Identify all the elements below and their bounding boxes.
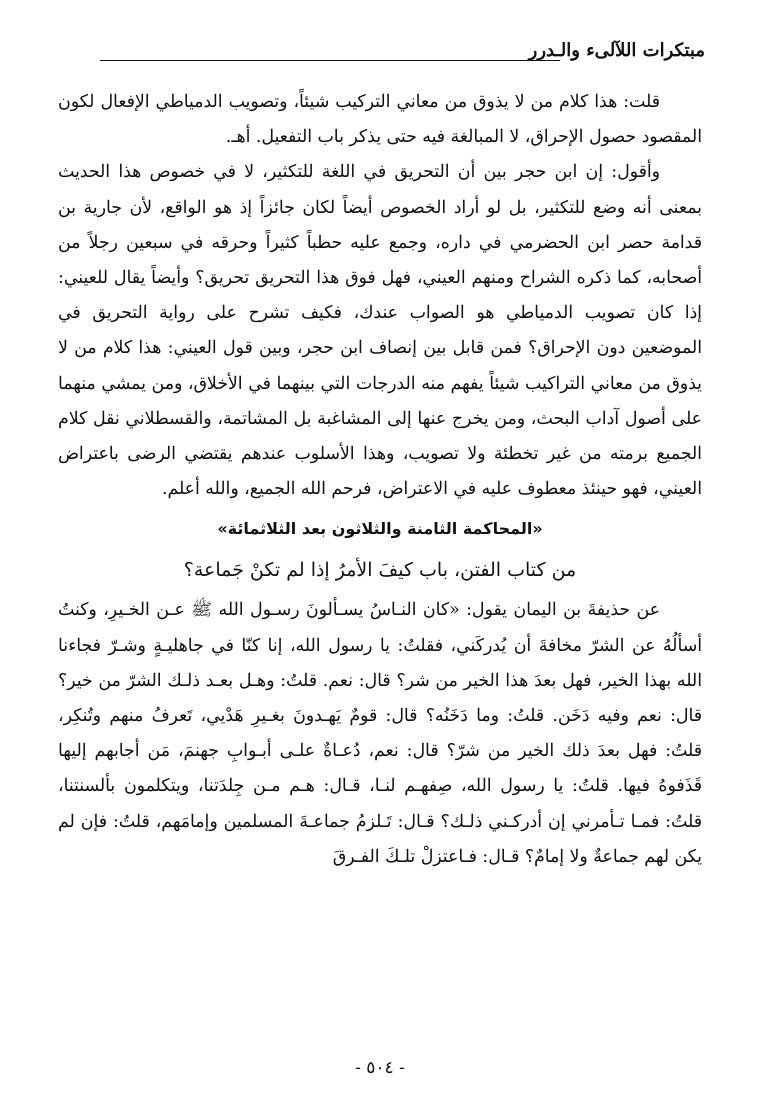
paragraph-waaqul: وأقول: إن ابن حجر بين أن التحريق في اللغة للتكثير، لا في خصوص هذا الحديث بمعنى أنه وضع للتكثير، بل لو أراد الخصوص أيضاً لكان جائزاً إذ هو الواقع، لأن جارية بن قدامة حصر ابن الحضرمي في داره، وجمع عليه حطباً كثيراً وحرقه في سبعين رجلاً من أصحابه، كما ذكره الشراح ومنهم العيني، فهل فوق هذا التحريق تحريق؟ وأيضاً يقال للعيني: إذا كان تصويب الدمياطي هو الصواب عندك، فكيف تشرح على رواية التحريق في الموضعين دون الإحراق؟ فمن قابل بين إنصاف ابن حجر، وبين قول العيني: هذا كلام من لا يذوق من معاني التراكيب شيئاً يفهم منه الدرجات التي بينهما في الأخلاق، ومن يمشي منهما على أصول آداب البحث، ومن يخرج عنها إلى المشاغبة بل المشاتمة، والقسطلاني نقل كلام الجميع برمته من غير تخطئة ولا تصويب، وهذا الأسلوب عندهم يقتضي الرضى باعتراض العيني، فهو حينئذ معطوف عليه في الاعتراض، فرحم الله الجميع، والله أعلم. xyxy=(58,162,702,500)
page-number: - ٥٠٤ - xyxy=(355,1058,405,1078)
chapter-title: من كتاب الفتن، باب كيفَ الأمرُ إذا لم تكنْ جَماعة؟ xyxy=(183,559,577,582)
running-title: مبتكرات اللآلىء والـدرر xyxy=(528,40,705,61)
paragraph-hadith: عن حذيفةَ بن اليمان يقول: «كان النـاسُ يسـألونَ رسـول الله ﷺ عـن الخـيرِ، وكنتُ أسألُهُ عن الشرّ مخافةَ أن يُدركَني، فقلتُ: يا رسول الله، إنا كنّا في جاهليـةٍ وشـرّ فجاءنا الله بهذا الخير، فهل بعدَ هذا الخير من شر؟ قال: نعم. قلتُ: وهـل بعـد ذلـك الشرّ من خير؟ قال: نعم وفيه دَخَن. قلتُ: وما دَخَنُه؟ قال: قومٌ يَهـدونَ بغـيرِ هَدْيي، تَعرفُ منهم وتُنكِر، قلتُ: فهل بعدَ ذلك الخير من شرّ؟ قال: نعم، دُعـاةٌ علـى أبـوابِ جهنمَ، مَن أجابهم إليها قَذَفوهُ فيها. قلتُ: يا رسول الله، صِفهـم لنـا، قـال: هـم مـن جِلدَتنا، ويتكلمون بألسنتنا، قلتُ: فمـا تـأمرني إن أدركـني ذلـك؟ قـال: تَـلزمُ جماعـةَ المسلمين وإمامَهم، قلتُ: فإن لم يكن لهم جماعةٌ ولا إمامٌ؟ قـال: فـاعتزلْ تلـكَ الفـرقَ xyxy=(58,600,702,867)
header-rule xyxy=(100,60,560,61)
page-body xyxy=(58,85,702,875)
paragraph-qult: قلت: هذا كلام من لا يذوق من معاني التركيب شيئاً، وتصويب الدمياطي الإفعال لكون المقصود حصول الإحراق، لا المبالغة فيه حتى يذكر باب التفعيل. أهـ. xyxy=(58,92,702,148)
section-heading: «المحاكمة الثامنة والثلاثون بعد الثلاثمائة» xyxy=(217,519,543,539)
